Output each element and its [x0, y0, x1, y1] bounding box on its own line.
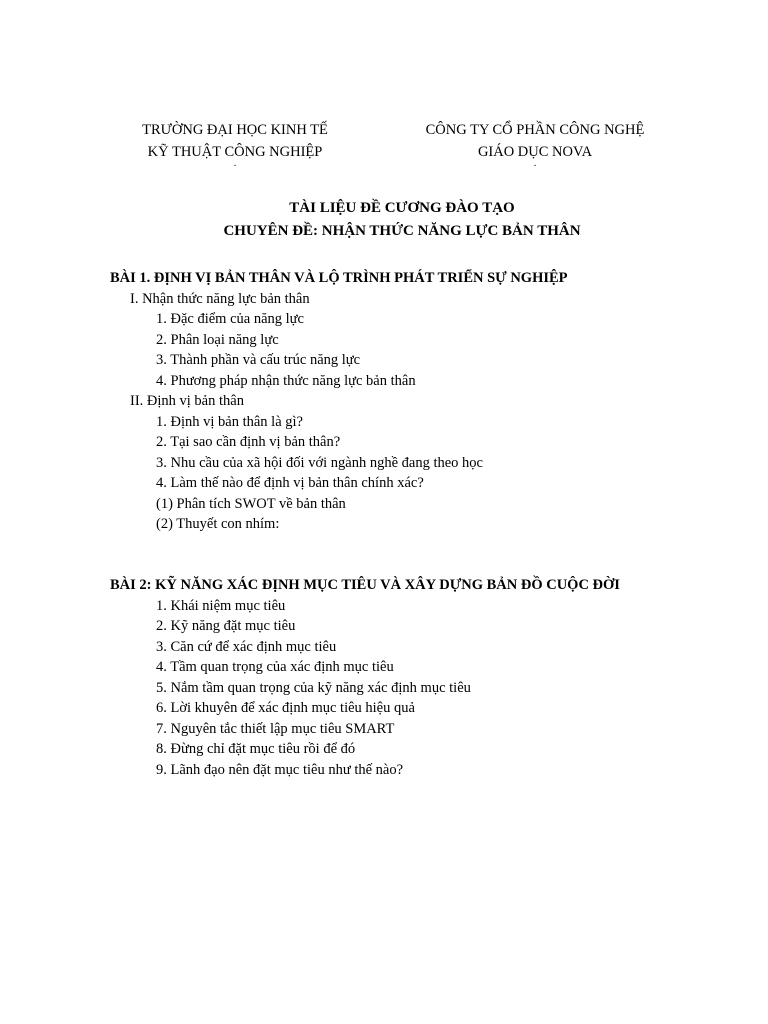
document-title: [0, 197, 768, 243]
company-name-line-2: GIÁO DỤC NOVA: [477, 144, 593, 160]
outline-item: 3. Thành phần và cấu trúc năng lực: [156, 352, 361, 368]
outline-item: 7. Nguyên tắc thiết lập mục tiêu SMART: [156, 720, 395, 737]
outline-item: 5. Nắm tầm quan trọng của kỹ năng xác định mục tiêu: [156, 679, 471, 696]
outline-item: (2) Thuyết con nhím:: [156, 516, 280, 532]
outline-item: 4. Tầm quan trọng của xác định mục tiêu: [156, 659, 394, 675]
outline-item: 1. Định vị bản thân là gì?: [156, 413, 303, 430]
outline-item: 3. Nhu cầu của xã hội đối với ngành nghề đang theo học: [156, 454, 483, 471]
outline-item: 1. Khái niệm mục tiêu: [156, 597, 286, 614]
lesson-2-heading: BÀI 2: KỸ NĂNG XÁC ĐỊNH MỤC TIÊU VÀ XÂY DỰNG BẢN ĐỒ CUỘC ĐỜI: [110, 577, 620, 593]
company-name-line-1: CÔNG TY CỔ PHẦN CÔNG NGHỆ: [425, 122, 645, 138]
outline-item: 6. Lời khuyên để xác định mục tiêu hiệu quả: [156, 700, 415, 716]
outline-item: 8. Đừng chỉ đặt mục tiêu rồi để đó: [156, 741, 356, 757]
header-divider-dot: ·: [533, 161, 537, 172]
outline-item: (1) Phân tích SWOT về bản thân: [156, 495, 346, 512]
outline-item: 2. Kỹ năng đặt mục tiêu: [156, 618, 296, 634]
lesson-1-heading: BÀI 1. ĐỊNH VỊ BẢN THÂN VÀ LỘ TRÌNH PHÁT TRIỂN SỰ NGHIỆP: [110, 270, 568, 286]
title-line-2: CHUYÊN ĐỀ: NHẬN THỨC NĂNG LỰC BẢN THÂN: [223, 223, 581, 239]
title-line-1: TÀI LIỆU ĐỀ CƯƠNG ĐÀO TẠO: [289, 200, 515, 216]
outline-item: 9. Lãnh đạo nên đặt mục tiêu như thế nào?: [156, 761, 404, 778]
university-name-line-1: TRƯỜNG ĐẠI HỌC KINH TẾ: [142, 122, 328, 138]
lesson-1-part-2-heading: II. Định vị bản thân: [130, 393, 244, 409]
company-header: [410, 119, 660, 171]
outline-item: 1. Đặc điểm của năng lực: [156, 311, 304, 327]
header-divider-dot: ·: [233, 161, 237, 172]
outline-item: 3. Căn cứ để xác định mục tiêu: [156, 638, 337, 655]
lesson-1-part-1-heading: I. Nhận thức năng lực bản thân: [130, 290, 310, 307]
university-header: [120, 119, 350, 171]
outline-item: 4. Làm thế nào để định vị bản thân chính xác?: [156, 475, 424, 491]
outline-item: 2. Tại sao cần định vị bản thân?: [156, 434, 341, 450]
outline-item: 2. Phân loại năng lực: [156, 331, 279, 348]
outline-item: 4. Phương pháp nhận thức năng lực bản thân: [156, 372, 416, 389]
lesson-2-section: [110, 575, 730, 780]
university-name-line-2: KỸ THUẬT CÔNG NGHIỆP: [147, 144, 323, 160]
lesson-1-section: [110, 268, 730, 535]
